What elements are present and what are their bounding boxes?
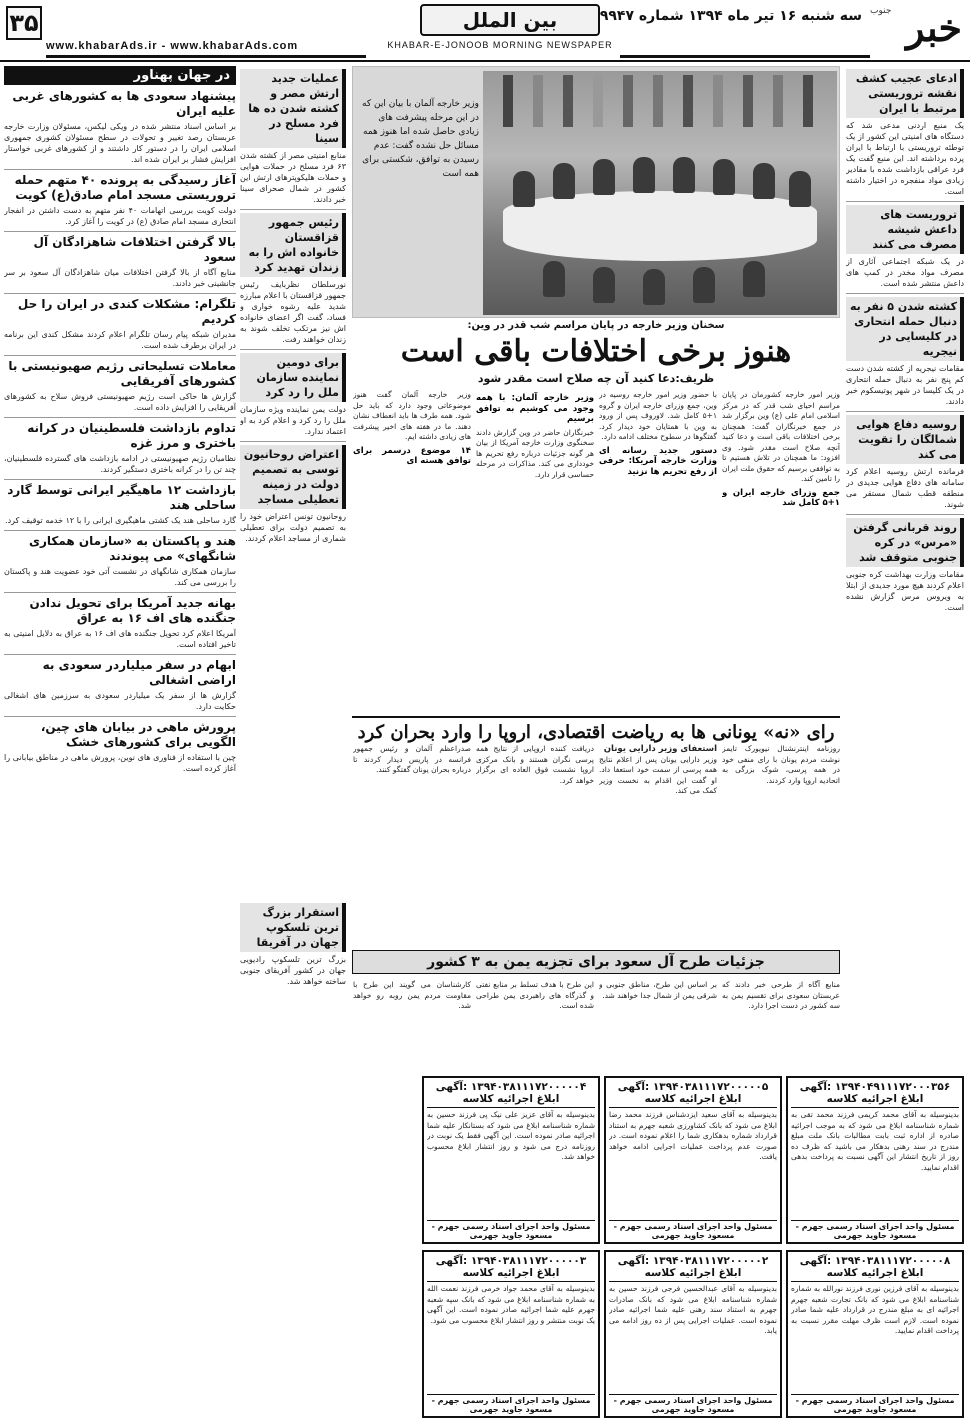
legal-notice [786, 1250, 964, 1418]
article-body: مدیران شبکه پیام رسان تلگرام اعلام کردند مشکل کندی این برنامه در ایران برطرف شده است. [4, 330, 236, 350]
yemen-column [599, 980, 717, 1068]
negotiation-photo [483, 71, 837, 315]
middle-column-lower [240, 900, 346, 1072]
divider [240, 209, 346, 210]
notice-signature: مسئول واحد اجرای اسناد رسمی جهرم - مسعود جاوید جهرمی [609, 1220, 777, 1240]
divider [240, 441, 346, 442]
delegate [593, 159, 615, 195]
sub-heading: استعفای وزیر دارایی یونان [603, 744, 717, 754]
article-heading: رئیس جمهور قزاقستان خانواده اش را به زندان تهدید کرد [240, 213, 346, 277]
article-body: خبرنگاران حاضر در وین گزارش دادند سخنگوی وزارت خارجه آمریکا از بیان هر گونه جزئیات درباره رفع تحریم ها خودداری می کند. مذاکرات در مرحله حساسی قرار دارد. [476, 427, 594, 479]
notice-number: ۱۳۹۴۰۳۸۱۱۱۷۲۰۰۰۰۰۲ :آگهی ابلاغ اجرائیه کلاسه [609, 1255, 777, 1282]
article-heading: تروریست های داعش شیشه مصرف می کنند [846, 205, 964, 254]
notice-text: بدینوسیله به آقای عبدالحسین فرجی فرزند حسین به شماره شناسنامه ابلاغ می شود که بانک صادرات جهرم به استناد سند رهنی علیه شما اجرائیه صادر نموده است. عملیات اجرایی پس از ده روز ادامه می یابد. [609, 1284, 777, 1335]
greece-columns [352, 744, 840, 944]
flag [773, 75, 783, 127]
delegate [593, 267, 615, 303]
lead-kicker: سخنان وزیر خارجه در پایان مراسم شب قدر در وین: [467, 320, 725, 331]
article-body: این طرح با هدف تسلط بر منابع نفتی و گذرگاه های راهبردی یمن طراحی شده است. [476, 980, 594, 1010]
delegate [693, 267, 715, 303]
greece-column [476, 744, 594, 944]
article-body: منابع امنیتی مصر از کشته شدن ۶۳ فرد مسلح در حملات هوایی و حملات هلیکوپترهای ارتش این کشور در شمال صحرای سینا خبر دادند. [240, 151, 346, 204]
flag [653, 75, 663, 127]
logo-sub: جنوب [870, 6, 892, 16]
article-heading: بهانه جدید آمریکا برای تحویل ندادن جنگنده های اف ۱۶ به عراق [29, 596, 236, 625]
flag [803, 75, 813, 127]
delegate [643, 269, 665, 305]
issue-info: سه شنبه ۱۶ تیر ماه ۱۳۹۴ شماره ۹۹۴۷ [599, 8, 862, 24]
english-title: KHABAR-E-JONOOB MORNING NEWSPAPER [387, 40, 613, 50]
legal-notices [240, 1076, 964, 1422]
notice-signature: مسئول واحد اجرای اسناد رسمی جهرم - مسعود جاوید جهرمی [427, 1394, 595, 1414]
legal-notice [786, 1076, 964, 1244]
article-heading: آغاز رسیدگی به پرونده ۴۰ متهم حمله تروریستی مسجد امام صادق(ع) کویت [14, 173, 236, 202]
notice-signature: مسئول واحد اجرای اسناد رسمی جهرم - مسعود جاوید جهرمی [791, 1394, 959, 1414]
yemen-column [722, 980, 840, 1068]
article-body: دولت یمن نماینده ویژه سازمان ملل را رد کرد و اعلام کرد به او اعتماد ندارد. [240, 405, 346, 436]
legal-notice [604, 1076, 782, 1244]
flag [593, 75, 603, 127]
page-number: ۳۵ [6, 6, 42, 40]
article-heading: تلگرام: مشکلات کندی در ایران را حل کردیم [17, 297, 236, 326]
divider [4, 654, 236, 655]
greece-column [722, 744, 840, 944]
lead-story-columns [352, 390, 840, 710]
legal-notice [422, 1076, 600, 1244]
article-heading: ابهام در سفر میلیاردر سعودی به اراضی اشغالی [42, 658, 236, 687]
divider [240, 349, 346, 350]
flag [563, 75, 573, 127]
delegate [633, 157, 655, 193]
notice-signature: مسئول واحد اجرای اسناد رسمی جهرم - مسعود جاوید جهرمی [609, 1394, 777, 1414]
section-title: بین الملل [420, 4, 600, 36]
article-heading: کشته شدن ۵ نفر به دنبال حمله انتحاری در کلیسایی در نیجریه [846, 297, 964, 361]
delegate [743, 261, 765, 297]
article-heading: بازداشت ۱۲ ماهیگیر ایرانی توسط گارد ساحلی هند [7, 483, 236, 512]
article-heading: پیشنهاد سعودی ها به کشورهای غربی علیه ایران [12, 89, 236, 118]
notice-signature: مسئول واحد اجرای اسناد رسمی جهرم - مسعود جاوید جهرمی [791, 1220, 959, 1240]
greece-headline: رای «نه» یونانی ها به ریاضت اقتصادی، اروپا را وارد بحران کرد [352, 716, 840, 743]
article-body: روحانیون تونس اعتراض خود را به تصمیم دولت برای تعطیلی شماری از مساجد اعلام کردند. [240, 512, 346, 543]
article-body: مقامات نیجریه از کشته شدن دست کم پنج نفر به دنبال حمله انتحاری در یک کلیسا در شهر پوتیسکوم خبر دادند. [846, 364, 964, 406]
divider [846, 514, 964, 515]
legal-notice [422, 1250, 600, 1418]
delegate [713, 159, 735, 195]
divider [4, 716, 236, 717]
article-body: کارشناسان می گویند این طرح با مقاومت مردم یمن روبه رو خواهد شد. [353, 980, 471, 1010]
greece-column [599, 744, 717, 944]
article-body: منابع آگاه از طرحی خبر دادند که عربستان سعودی برای تقسیم یمن به سه کشور در دست اجرا دارد. [722, 980, 840, 1010]
flag [743, 75, 753, 127]
article-heading: اعتراض روحانیون توسی به تصمیم دولت در زمینه تعطیلی مساجد [240, 445, 346, 509]
greece-column [353, 744, 471, 944]
website-line[interactable]: www.khabarAds.ir - www.khabarAds.com [46, 40, 299, 52]
article-body: نظامیان رژیم صهیونیستی در ادامه بازداشت های گسترده فلسطینیان، چند تن را در کرانه باختری دستگیر کردند. [4, 454, 236, 474]
article-heading: ادعای عجیب کشف نقشه تروریستی مرتبط با ایران [846, 69, 964, 118]
photo-caption: وزیر خارجه آلمان با بیان این که در این مرحله پیشرفت های زیادی حاصل شده اما هنوز همه مسائل حل نشده گفت: عدم رسیدن به توافق، شکستی برای همه است [362, 99, 479, 179]
left-column [4, 66, 236, 1420]
article-body: چین با استفاده از فناوری های نوین، پرورش ماهی در مناطق بیابانی را آغاز کرده است. [4, 753, 236, 773]
article-body: صدراعظم آلمان و رئیس جمهور فرانسه در پاریس دیدار کردند تا درباره بحران یونان گفتگو کنند. [353, 744, 471, 774]
sub-heading: وزیر خارجه آلمان: با همه وجود می کوشیم به توافق برسیم [476, 393, 594, 424]
header-rule-right [620, 55, 870, 58]
article-body: سازمان همکاری شانگهای در نشست آتی خود عضویت هند و پاکستان را بررسی می کند. [4, 567, 236, 587]
divider [4, 355, 236, 356]
article-body: مقامات وزارت بهداشت کره جنوبی اعلام کردند هیچ مورد جدیدی از ابتلا به ویروس مرس گزارش نشده است. [846, 570, 964, 612]
yemen-column [476, 980, 594, 1068]
article-body: یک منبع اردنی مدعی شد که دستگاه های امنیتی این کشور از یک توطئه تروریستی با ارتباط با ایران پرده برداشته اند. این منبع گفت یک فرد عراقی بازداشت شده با مقادیر زیادی مواد منفجره در اختیار داشته است. [846, 121, 964, 196]
article-body: بزرگ ترین تلسکوپ رادیویی جهان در کشور آفریقای جنوبی ساخته خواهد شد. [240, 955, 346, 986]
delegate [789, 171, 811, 207]
lead-headline: هنوز برخی اختلافات باقی است [400, 334, 792, 369]
article-body: دریافت کننده اروپایی از نتایج همه پرسی نگران هستند و بانک مرکزی اروپا نشست فوق العاده ای برگزار خواهد کرد. [476, 744, 594, 785]
notice-signature: مسئول واحد اجرای اسناد رسمی جهرم - مسعود جاوید جهرمی [427, 1220, 595, 1240]
article-body: گزارش ها حاکی است رژیم صهیونیستی فروش سلاح به کشورهای آفریقایی را افزایش داده است. [4, 392, 236, 412]
negotiation-table [503, 191, 817, 261]
legal-notice [604, 1250, 782, 1418]
notice-text: بدینوسیله به آقای سعید ایزدشناس فرزند محمد رضا ابلاغ می شود که بانک کشاورزی شعبه جهرم به استناد قرارداد شماره بدهکاری شما را اعلام نموده است. در صورت عدم پرداخت عملیات اجرایی ادامه خواهد یافت. [609, 1110, 777, 1161]
article-heading: عملیات جدید ارتش مصر و کشته شدن ده ها فرد مسلح در سینا [240, 69, 346, 148]
notice-number: ۱۳۹۴۰۳۸۱۱۱۷۲۰۰۰۰۰۵ :آگهی ابلاغ اجرائیه کلاسه [609, 1081, 777, 1108]
article-heading: برای دومین نماینده سازمان ملل را رد کرد [240, 353, 346, 402]
notice-number: ۱۳۹۴۰۴۹۱۱۱۷۲۰۰۰۳۵۶ :آگهی ابلاغ اجرائیه کلاسه [791, 1081, 959, 1108]
header-rule-left [46, 55, 366, 58]
flag [713, 75, 723, 127]
yemen-headline: جزئیات طرح آل سعود برای تجزیه یمن به ۳ کشور [352, 950, 840, 974]
right-column [846, 66, 964, 1148]
delegate [543, 261, 565, 297]
article-body: در یک شبکه اجتماعی آثاری از مصرف مواد مخدر در کمپ های داعش منتشر شده است. [846, 257, 964, 288]
article-body: وزیر امور خارجه کشورمان در پایان مراسم احیای شب قدر که در مرکز اسلامی امام علی (ع) وین برگزار شد در جمع خبرنگاران گفت: همچنان برخی اختلافات باقی است و دعا کنید آنچه صلاح است مقدر شود. وی افزود: ما همچنان در تلاش هستیم تا به توافقی برسیم که حقوق ملت ایران را تامین کند. [722, 390, 840, 483]
article-body: گزارش ها از سفر یک میلیاردر سعودی به سرزمین های اشغالی حکایت دارد. [4, 691, 236, 711]
delegate [673, 157, 695, 193]
article-body: بر اساس اسناد منتشر شده در ویکی لیکس، مسئولان وزارت خارجه عربستان رصد تغییر و تحولات در سطح مسئولان کشوری جمهوری اسلامی ایران را در دستور کار داشتند و از کشورهای غربی خواستار افزایش فشار بر ایران شده اند. [4, 122, 236, 164]
lead-column [722, 390, 840, 710]
flag [533, 75, 543, 127]
article-heading: استقرار بزرگ ترین تلسکوپ جهان در آفریقا [240, 903, 346, 952]
lead-column [353, 390, 471, 710]
divider [4, 417, 236, 418]
notice-text: بدینوسیله به آقای محمد کریمی فرزند محمد تقی به شماره شناسنامه ابلاغ می شود که به موجب اجرائیه صادره از اداره ثبت بابت مطالبات بانک ملت مبلغ مندرج در سند رهنی بدهکار می باشید که ظرف ده روز از تاریخ انتشار این آگهی نسبت به پرداخت بدهی اقدام نمایید. [791, 1110, 959, 1172]
article-body: بر اساس این طرح، مناطق جنوبی و شرقی یمن از شمال جدا خواهند شد. [599, 980, 717, 1000]
divider [4, 592, 236, 593]
sub-heading: دستور جدید رسانه ای وزارت خارجه آمریکا: حرفی از رفع تحریم ها نزنید [599, 445, 717, 477]
sub-heading: ۱۴ موضوع درسمر برای توافق هسته ای [353, 445, 471, 466]
divider [4, 231, 236, 232]
newspaper-logo [870, 4, 962, 60]
notice-number: ۱۳۹۴۰۳۸۱۱۱۷۲۰۰۰۰۰۴ :آگهی ابلاغ اجرائیه کلاسه [427, 1081, 595, 1108]
world-news-banner: در جهان پهناور [4, 66, 236, 85]
article-heading: روند قربانی گرفتن «مرس» در کره جنوبی متوقف شد [846, 518, 964, 567]
divider [846, 201, 964, 202]
article-heading: روسیه دفاع هوایی شمالگان را تقویت می کند [846, 415, 964, 464]
article-body: منابع آگاه از بالا گرفتن اختلافات میان شاهزادگان آل سعود بر سر جانشینی خبر دادند. [4, 268, 236, 288]
article-body: آمریکا اعلام کرد تحویل جنگنده های اف ۱۶ به عراق به دلایل امنیتی به تاخیر افتاده است. [4, 629, 236, 649]
delegate [553, 163, 575, 199]
sub-heading: جمع وزرای خارجه ایران و ۱+۵ کامل شد [722, 487, 840, 508]
notice-number: ۱۳۹۴۰۳۸۱۱۱۷۲۰۰۰۰۰۳ :آگهی ابلاغ اجرائیه کلاسه [427, 1255, 595, 1282]
delegate [513, 171, 535, 207]
article-body: وزیر دارایی یونان پس از اعلام نتایج همه پرسی از سمت خود استعفا داد. او گفت این اقدام به نخست وزیر کمک می کند. [599, 754, 717, 795]
yemen-column [353, 980, 471, 1068]
hero-photo-block [352, 66, 840, 318]
article-body: نورسلطان نظربایف رئیس جمهور قزاقستان با اعلام مبارزه شدید علیه رشوه خواری و فساد، گفت اگر اعضای خانواده اش نیز مرتکب تخلف شوند به زندان خواهند رفت. [240, 280, 346, 344]
lead-column [599, 390, 717, 710]
article-heading: بالا گرفتن اختلافات شاهزادگان آل سعود [33, 235, 236, 264]
divider [4, 169, 236, 170]
article-heading: هند و پاکستان به «سازمان همکاری شانگهای» می پیوندند [28, 534, 236, 563]
divider [4, 293, 236, 294]
flags-row [483, 71, 837, 131]
divider [4, 530, 236, 531]
divider [846, 411, 964, 412]
article-body: فرمانده ارتش روسیه اعلام کرد سامانه های دفاع هوایی جدیدی در منطقه قطب شمال مستقر می شوند. [846, 467, 964, 509]
flag [503, 75, 513, 127]
flag [623, 75, 633, 127]
flag [683, 75, 693, 127]
delegate [753, 163, 775, 199]
divider [846, 293, 964, 294]
lead-column [476, 390, 594, 710]
article-body: گارد ساحلی هند یک کشتی ماهیگیری ایرانی را با ۱۲ خدمه توقیف کرد. [5, 516, 236, 525]
notice-text: بدینوسیله به آقای محمد جواد خرمی فرزند نعمت الله به شماره شناسنامه ابلاغ می شود که بانک سپه شعبه جهرم علیه شما اجرائیه صادر نموده است. این آگهی یک نوبت منتشر و روز انتشار ابلاغ محسوب می شود. [427, 1284, 595, 1325]
article-heading: تداوم بازداشت فلسطینیان در کرانه باختری و مرز غزه [27, 421, 236, 450]
logo-word: خبر [906, 5, 962, 50]
notice-number: ۱۳۹۴۰۳۸۱۱۱۷۲۰۰۰۰۰۸ :آگهی ابلاغ اجرائیه کلاسه [791, 1255, 959, 1282]
yemen-columns [352, 980, 840, 1068]
article-body: روزنامه اینترنشنال نیویورک تایمز نوشت مردم یونان با رای منفی خود در همه پرسی، شوک بزرگی به اتحادیه اروپا وارد کردند. [722, 744, 840, 785]
notice-text: بدینوسیله به آقای فرزین نوری فرزند نورالله به شماره شناسنامه ابلاغ می شود که بانک تجارت شعبه جهرم اجرائیه ای به مبلغ مندرج در قرارداد علیه شما صادر نموده است. لازم است ظرف مهلت مقرر نسبت به پرداخت اقدام نمایید. [791, 1284, 959, 1335]
article-body: وزیر خارجه آلمان گفت هنوز موضوعاتی وجود دارد که باید حل شود. همه طرف ها باید انعطاف نشان دهند. ما در هفته های اخیر پیشرفت های زیادی داشته ایم. [353, 390, 471, 441]
article-body: دولت کویت بررسی اتهامات ۴۰ نفر متهم به دست داشتن در انفجار انتحاری مسجد امام صادق (ع) در کویت را آغاز کرد. [4, 206, 236, 226]
article-heading: پرورش ماهی در بیابان های چین، الگویی برای کشورهای خشک [40, 720, 236, 749]
divider [4, 479, 236, 480]
masthead [0, 0, 970, 62]
article-body: با حضور وزیر امور خارجه روسیه در وین، جمع وزرای خارجه ایران و گروه ۱+۵ کامل شد. لاوروف پس از ورود به وین با همتایان خود دیدار کرد. گفتگوها در سطوح مختلف ادامه دارد. [599, 390, 717, 441]
lead-subtitle: ظریف:دعا کنید آن چه صلاح است مقدر شود [477, 372, 715, 385]
notice-text: بدینوسیله به آقای عزیز علی نیک پی فرزند حسین به شماره شناسنامه ابلاغ می شود که بستانکار علیه شما اجرائیه صادر نموده است. این آگهی فقط یک نوبت در روزنامه درج می شود و روز انتشار ابلاغ محسوب خواهد شد. [427, 1110, 595, 1161]
article-heading: معاملات تسلیحاتی رژیم صهیونیستی با کشورهای آفریقایی [8, 359, 236, 388]
middle-column [240, 66, 346, 898]
